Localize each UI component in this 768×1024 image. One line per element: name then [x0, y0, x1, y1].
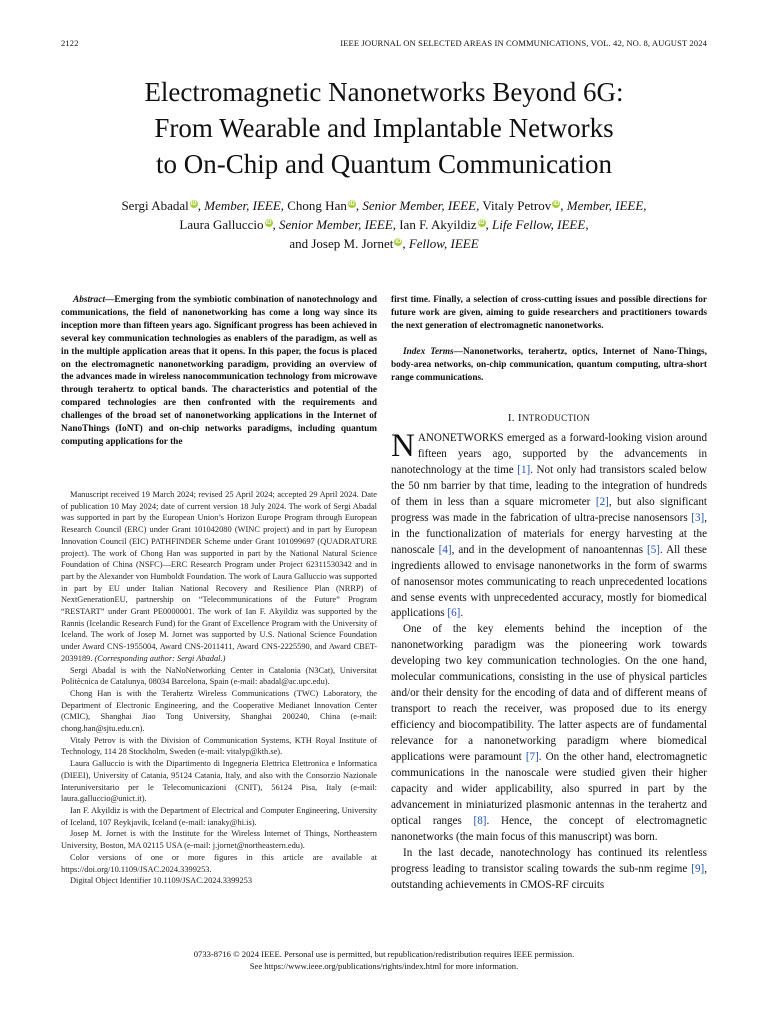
- footnotes: [61, 489, 377, 887]
- orcid-icon[interactable]: iD: [190, 200, 197, 207]
- body-text: [391, 428, 708, 894]
- citation-link[interactable]: [1]: [517, 463, 531, 476]
- footnote-akyildiz: Ian F. Akyildiz is with the Department of Electrical and Computer Engineering, University of Iceland, 107 Reykjavik, Iceland (e-mail: ianaky@hi.is).: [61, 805, 377, 827]
- author-role: Senior Member, IEEE: [279, 217, 393, 232]
- section-title-cap: I: [517, 412, 522, 424]
- orcid-icon[interactable]: iD: [395, 238, 402, 245]
- author-name: Vitaly Petrov: [482, 198, 552, 213]
- orcid-icon[interactable]: iD: [553, 200, 560, 207]
- author-name: Josep M. Jornet: [311, 236, 394, 251]
- paragraph-1: NANONETWORKS emerged as a forward-looking vision around fifteen years ago, supported by the advancements in nanotechnology at the time [1]. Not only had transistors scaled below the 50 nm barrier by that time, leading to the integration of hundreds of them in less than a square micrometer [2], but also significant progress was made in the fabrication of ultra-precise nanosensors [3], in the functionalization of materials for energy harvesting at the nanoscale [4], and in the development of nanoantennas [5]. All these ingredients allowed to envisage nanonetworks in the form of swarms of nanosensor motes communicating to reach unprecedented locations and sense events with unprecedented accuracy, mostly for biomedical applications [6].: [391, 428, 708, 620]
- abstract-continued: [391, 294, 707, 384]
- title-line-3: to On-Chip and Quantum Communication: [156, 149, 612, 179]
- citation-link[interactable]: [5]: [647, 543, 660, 556]
- copyright-line-2: See https://www.ieee.org/publications/rights/index.html for more information.: [249, 960, 519, 971]
- footnote-abadal: Sergi Abadal is with the NaNoNetworking Center in Catalonia (N3Cat), Universitat Politècnica de Catalunya, 08034 Barcelona, Spain (e-mail: abadal@ac.upc.edu).: [61, 665, 377, 687]
- copyright-line-1: 0733-8716 © 2024 IEEE. Personal use is permitted, but republication/redistribution requires IEEE permission.: [193, 949, 575, 959]
- orcid-icon[interactable]: iD: [348, 200, 355, 207]
- author-name: Sergi Abadal: [121, 198, 189, 213]
- citation-link[interactable]: [3]: [691, 511, 705, 524]
- author-role: Senior Member, IEEE: [362, 198, 477, 213]
- index-terms-label: Index Terms: [403, 346, 454, 357]
- author-line-2: Laura Galluccio iD, Senior Member, IEEE, Ian F. Akyildiz iD, Life Fellow, IEEE,: [179, 217, 589, 232]
- paragraph-2: One of the key elements behind the inception of the nanonetworking paradigm was the pioneering work towards developing two key communication technologies. On the one hand, molecular communications, consisting in the use of physical particles and/or their density for the encoding of data and of different means of transport to reach the receiver, was proposed due to its energy efficiency and biocompatibility. The latter aspects are of fundamental relevance for a nanonetworking paradigm where biomedical applications were paramount [7]. On the other hand, electromagnetic communications in the nanoscale were studied given their higher capacity and wider applicability, also spurred in part by the advancement in miniaturized plasmonic antennas in the terahertz and optical ranges [8]. Hence, the concept of electromagnetic nanonetworks (the main focus of this manuscript) was born.: [391, 623, 707, 843]
- author-list: [40, 196, 728, 253]
- title-line-2: From Wearable and Implantable Networks: [154, 113, 614, 143]
- footnote-petrov: Vitaly Petrov is with the Division of Communication Systems, KTH Royal Institute of Technology, 114 28 Stockholm, Sweden (e-mail: vitalyp@kth.se).: [61, 735, 377, 757]
- author-role: Life Fellow, IEEE: [492, 217, 586, 232]
- citation-link[interactable]: [9]: [691, 862, 705, 875]
- footnote-color: Color versions of one or more figures in this article are available at https://doi.org/10.1109/JSAC.2024.3399253.: [61, 852, 377, 874]
- abstract-text: Emerging from the symbiotic combination of nanotechnology and communications, the field of nanonetworking has come a long way since its inception more than fifteen years ago. Significant progress has been achieved in several key communication technologies as enablers of the paradigm, as well as in the multiple application areas that it opens. In this paper, the focus is placed on the electromagnetic nanonetworking paradigm, providing an overview of the advances made in wireless nanocommunication technology from microwave through terahertz to optical bands. The characteristics and potential of the compared technologies are then confronted with the requirements and challenges of the broad set of nanonetworking applications in the Internet of NanoThings (IoNT) and on-chip networks paradigms, including quantum computing applications for the: [61, 295, 377, 447]
- abstract-block: Abstract—Emerging from the symbiotic combination of nanotechnology and communications, the field of nanonetworking has come a long way since its inception more than fifteen years ago. Significant progress has been achieved in several key communication technologies as enablers of the paradigm, as well as in the multiple application areas that it opens. In this paper, the focus is placed on the electromagnetic nanonetworking paradigm, providing an overview of the advances made in wireless nanocommunication technology from microwave through terahertz to optical bands. The characteristics and potential of the compared technologies are then confronted with the requirements and challenges of the broad set of nanonetworking applications in the Internet of NanoThings (IoNT) and on-chip networks paradigms, including quantum computing applications for the: [61, 295, 377, 447]
- author-name: Laura Galluccio: [179, 217, 264, 232]
- citation-link[interactable]: [6]: [447, 607, 461, 620]
- title-line-1: Electromagnetic Nanonetworks Beyond 6G:: [144, 77, 624, 107]
- paper-title: [40, 74, 728, 182]
- author-line-1: Sergi Abadal iD, Member, IEEE, Chong Han iD, Senior Member, IEEE, Vitaly Petrov iD, Member, IEEE,: [121, 198, 647, 213]
- copyright-footer: [61, 949, 707, 972]
- section-title-rest: NTRODUCTION: [521, 413, 591, 423]
- footnote-han: Chong Han is with the Terahertz Wireless Communications (TWC) Laboratory, the Department of Electronic Engineering, and the Cooperative Medianet Innovation Center (CMIC), Shanghai Jiao Tong University, Shanghai 200240, China (e-mail: chong.han@sjtu.edu.cn).: [61, 688, 377, 734]
- citation-link[interactable]: [8]: [473, 814, 487, 827]
- author-role: Member, IEEE: [566, 198, 644, 213]
- index-terms-text: Nanonetworks, terahertz, optics, Internet of Nano-Things, body-area networks, on-chip communication, quantum computing, ultra-short range communications.: [391, 346, 707, 383]
- dropcap: N: [391, 428, 415, 464]
- abstract-label: Abstract: [73, 295, 106, 305]
- page-number: 2122: [61, 38, 79, 48]
- citation-link[interactable]: [2]: [595, 495, 609, 508]
- lead-word: ANONETWORKS: [417, 432, 504, 444]
- abstract-text-continued: first time. Finally, a selection of cross-cutting issues and possible directions for future work are given, aiming to guide researchers and practitioners towards the next generation of electromagnetic nanonetworks.: [391, 295, 707, 331]
- section-number: I.: [507, 412, 515, 424]
- citation-link[interactable]: [7]: [525, 751, 539, 764]
- citation-link[interactable]: [4]: [438, 543, 452, 556]
- footnote-doi: Digital Object Identifier 10.1109/JSAC.2024.3399253: [70, 876, 253, 886]
- author-conjunction: and: [289, 236, 309, 251]
- author-name: Chong Han: [287, 198, 347, 213]
- index-terms: Index Terms—Nanonetworks, terahertz, optics, Internet of Nano-Things, body-area networks, on-chip communication, quantum computing, ultra-short range communications.: [391, 346, 707, 383]
- orcid-icon[interactable]: iD: [265, 219, 272, 226]
- author-role: Member, IEEE: [204, 198, 281, 213]
- footnote-galluccio: Laura Galluccio is with the Dipartimento di Ingegneria Elettrica Elettronica e Informatica (DIEEI), University of Catania, 95124 Catania, Italy, and also with the Consorzio Nazionale Interuniversitario per le Telecomunicazioni (CNIT), 56124 Pisa, Italy (e-mail: laura.galluccio@unict.it).: [61, 759, 377, 804]
- corresponding-author: (Corresponding author: Sergi Abadal.): [94, 653, 226, 663]
- author-role: Fellow, IEEE: [408, 236, 479, 251]
- footnote-jornet: Josep M. Jornet is with the Institute for the Wireless Internet of Things, Northeastern University, Boston, MA 02115 USA (e-mail: j.jornet@northeastern.edu).: [61, 829, 377, 851]
- section-heading: [391, 412, 707, 424]
- author-line-3: and Josep M. Jornet iD, Fellow, IEEE: [289, 236, 479, 251]
- journal-name: IEEE JOURNAL ON SELECTED AREAS IN COMMUNICATIONS, VOL. 42, NO. 8, AUGUST 2024: [340, 38, 707, 48]
- footnote-manuscript: Manuscript received 19 March 2024; revised 25 April 2024; accepted 29 April 2024. Date of publication 10 May 2024; date of current version 18 July 2024. The work of Sergi Abadal was supported in part by the European Union’s Horizon Europe Program through European Research Council (ERC) under Grant 101042080 (WINC project) and in part by European Innovation Council (EIC) PATHFINDER Scheme under Grant 101099697 (QUADRATURE project). The work of Chong Han was supported in part by the National Natural Science Foundation of China (NSFC)—ERC Research Program under Project 62311530342 and in part by the Alexander von Humboldt Foundation. The work of Laura Galluccio was supported in part by EU under Italian National Recovery and Resilience Plan (NRRP) of NextGenerationEU, partnership on “Telecommunications of the Future” Program “RESTART” under Grant PE0000001. The work of Ian F. Akyildiz was supported by the Rannis (Icelandic Research Fund) for the Grant of Excellence Program with the University of Iceland. The work of Josep M. Jornet was supported by U.S. National Science Foundation under Award CNS-1955004, Award CNS-2011411, Award CNS-2225590, and Award CBET-2039189. (Corresponding author: Sergi Abadal.): [61, 490, 377, 663]
- orcid-icon[interactable]: iD: [478, 219, 485, 226]
- paragraph-3: In the last decade, nanotechnology has continued its relentless progress leading to transistor scaling towards the sub-nm regime [9], outstanding achievements in CMOS-RF circuits: [391, 846, 707, 891]
- author-name: Ian F. Akyildiz: [399, 217, 477, 232]
